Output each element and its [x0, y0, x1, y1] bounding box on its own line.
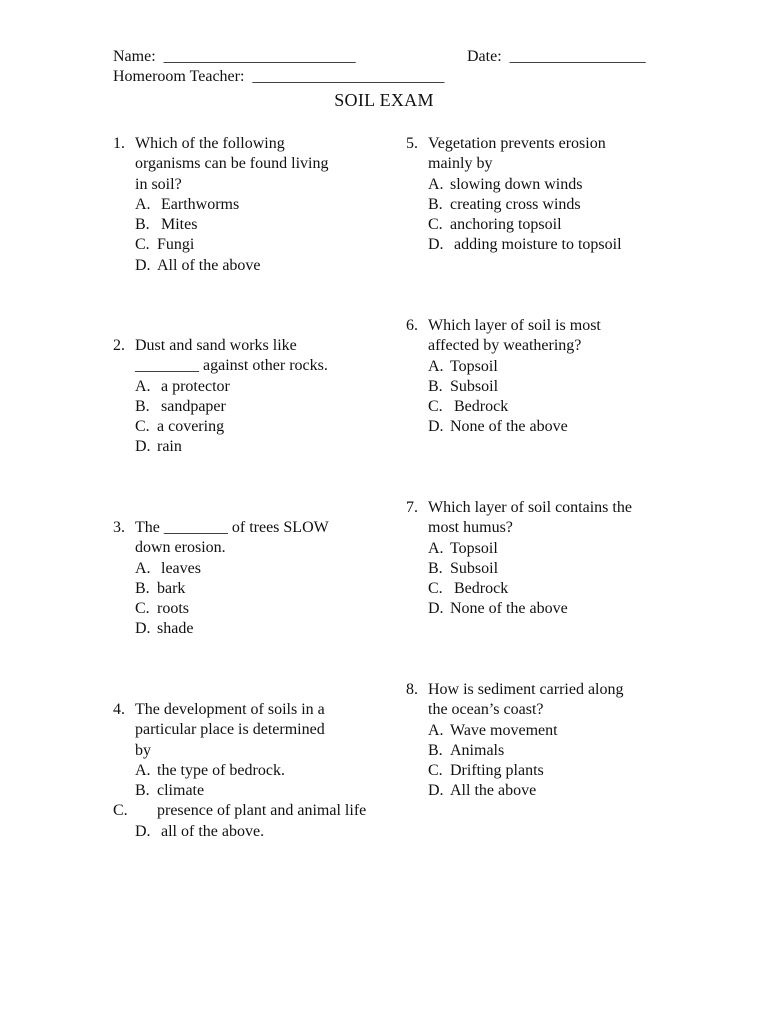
- option-d: D. All the above: [428, 782, 537, 800]
- option-c: C. anchoring topsoil: [428, 216, 562, 234]
- option-c: C. Bedrock: [428, 580, 509, 598]
- question-number: 8.: [406, 681, 418, 698]
- name-line: [113, 47, 356, 67]
- date-line: [467, 47, 646, 67]
- option-d: D. rain: [135, 438, 182, 456]
- question-stem: Which layer of soil contains the most humus?: [428, 499, 632, 537]
- option-b: B. sandpaper: [135, 397, 226, 415]
- option-d: D. all of the above.: [135, 822, 265, 840]
- teacher-label: Homeroom Teacher:: [113, 68, 245, 85]
- question-stem: Which layer of soil is most affected by weathering?: [428, 317, 601, 355]
- date-label: Date:: [467, 48, 502, 65]
- option-a: A. the type of bedrock.: [135, 761, 285, 779]
- name-label: Name:: [113, 48, 156, 65]
- option-c: C. roots: [135, 600, 189, 618]
- question-number: 6.: [406, 317, 418, 334]
- option-d: D. All of the above: [135, 256, 261, 274]
- question-number: 5.: [406, 135, 418, 152]
- question-stem: The development of soils in a particular place is determined by: [135, 701, 325, 759]
- question-8: [406, 680, 686, 802]
- question-number: 2.: [113, 337, 125, 354]
- option-d: D. shade: [135, 620, 194, 638]
- option-c: C. Bedrock: [428, 398, 509, 416]
- option-b: B. climate: [135, 782, 205, 800]
- question-4: [113, 700, 383, 842]
- question-number: 1.: [113, 135, 125, 152]
- option-a: A. slowing down winds: [428, 175, 583, 193]
- option-a: A. Topsoil: [428, 539, 498, 557]
- date-blank: _________________: [509, 48, 646, 65]
- teacher-line: [113, 67, 444, 87]
- option-b: B. Subsoil: [428, 559, 499, 577]
- question-1: [113, 134, 383, 276]
- question-number: 7.: [406, 499, 418, 516]
- question-6: [406, 316, 686, 438]
- question-stem: Dust and sand works like ________ against other rocks.: [135, 337, 328, 375]
- option-c: C. Drifting plants: [428, 762, 544, 780]
- option-a: A. Earthworms: [135, 195, 240, 213]
- question-stem: The ________ of trees SLOW down erosion.: [135, 519, 329, 557]
- option-d: D. None of the above: [428, 600, 568, 618]
- option-a: A. a protector: [135, 377, 230, 395]
- question-7: [406, 498, 686, 620]
- option-b: B. Mites: [135, 216, 198, 234]
- question-stem: Which of the following organisms can be found living in soil?: [135, 135, 329, 193]
- teacher-blank: ________________________: [252, 68, 445, 85]
- question-number: 3.: [113, 519, 125, 536]
- option-c: C. presence of plant and animal life: [113, 802, 367, 820]
- option-a: A. Wave movement: [428, 721, 558, 739]
- option-d: D. None of the above: [428, 418, 568, 436]
- question-5: [406, 134, 686, 256]
- option-a: A. leaves: [135, 559, 201, 577]
- option-c: C. Fungi: [135, 236, 195, 254]
- question-3: [113, 518, 383, 640]
- option-d: D. adding moisture to topsoil: [428, 236, 622, 254]
- option-b: B. Animals: [428, 741, 505, 759]
- option-b: B. Subsoil: [428, 377, 499, 395]
- exam-title: SOIL EXAM: [334, 90, 434, 110]
- question-stem: Vegetation prevents erosion mainly by: [428, 135, 606, 173]
- option-b: B. bark: [135, 579, 186, 597]
- option-a: A. Topsoil: [428, 357, 498, 375]
- question-2: [113, 336, 383, 458]
- option-c: C. a covering: [135, 418, 225, 436]
- option-b: B. creating cross winds: [428, 195, 581, 213]
- question-stem: How is sediment carried along the ocean’s coast?: [428, 681, 624, 719]
- question-number: 4.: [113, 701, 125, 718]
- name-blank: ________________________: [163, 48, 356, 65]
